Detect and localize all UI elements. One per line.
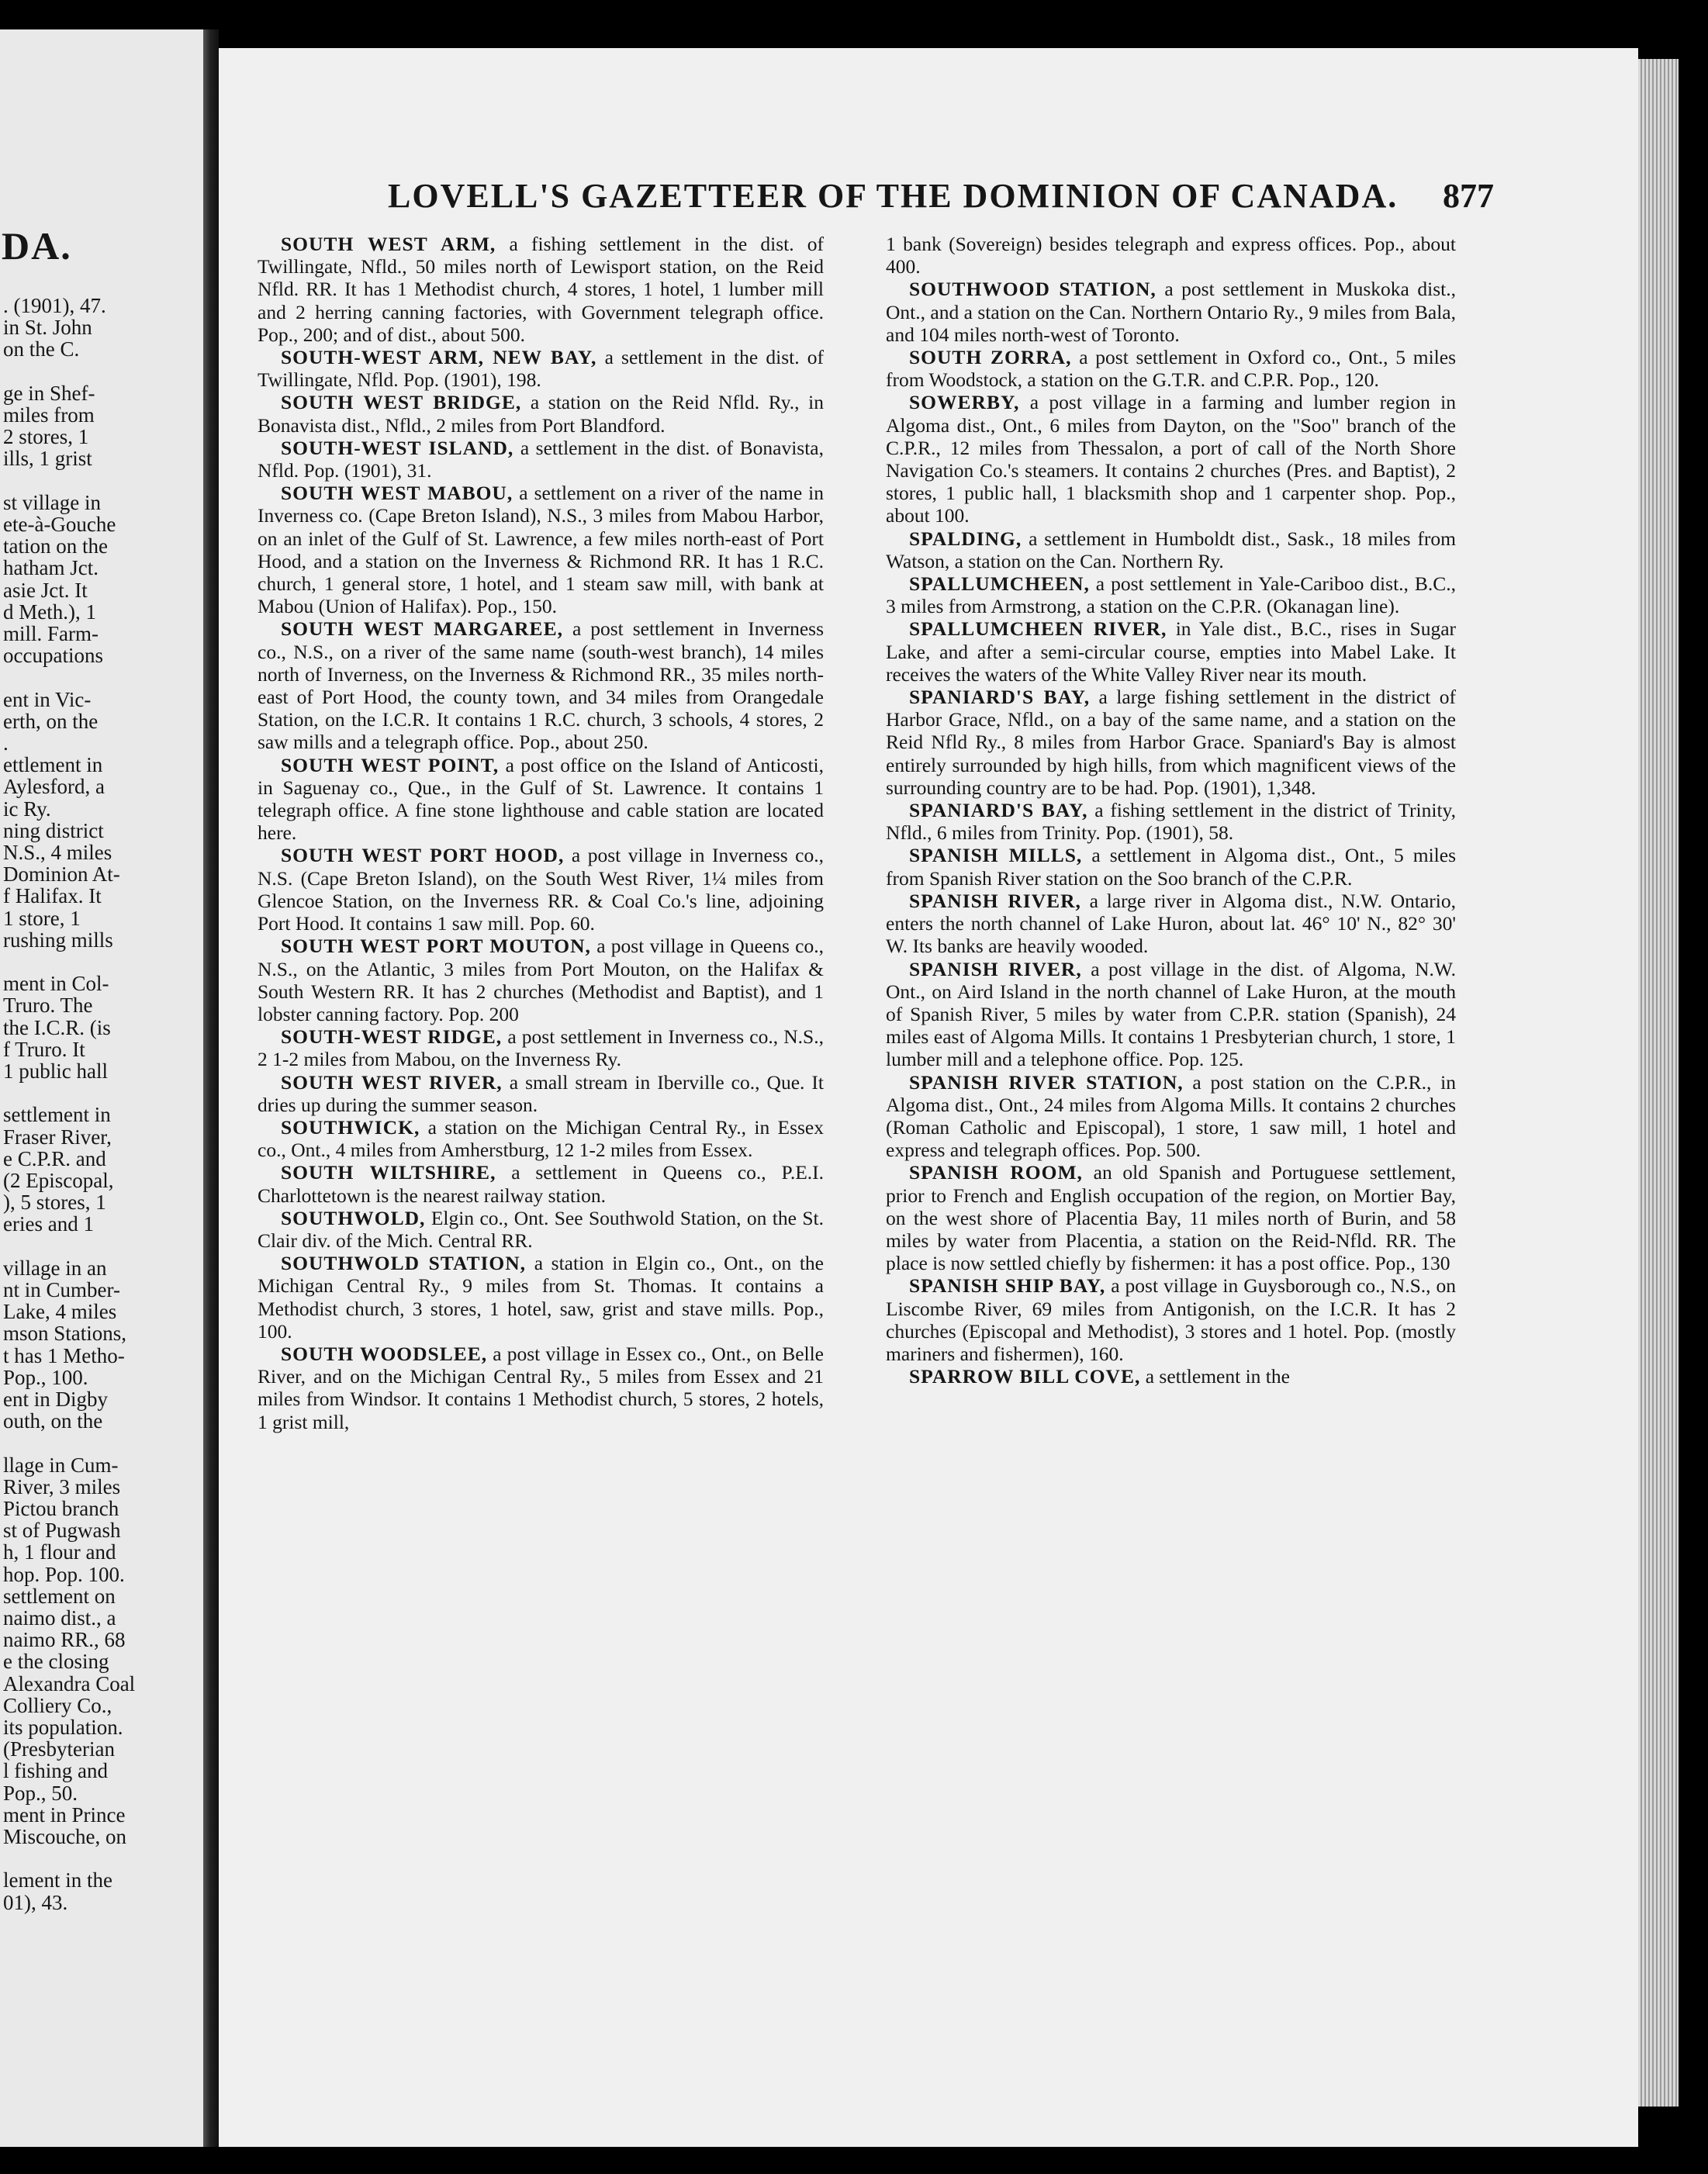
left-page-line: Dominion At- (3, 862, 120, 887)
left-page-line: hatham Jct. (3, 556, 99, 580)
left-page-line: eries and 1 (3, 1212, 94, 1236)
gazetteer-entry (886, 1365, 1456, 1388)
left-page-line: River, 3 miles (3, 1474, 121, 1498)
left-page-line: Fraser River, (3, 1125, 112, 1149)
gazetteer-entry (886, 278, 1456, 346)
column-left (258, 233, 824, 1433)
gazetteer-entry (886, 391, 1456, 527)
left-page-line: occupations (3, 644, 103, 668)
left-page-line: its population. (3, 1716, 123, 1739)
left-page-line: l fishing and (3, 1759, 108, 1783)
entry-text: a settlement in Humboldt dist., Sask., 18 miles from Watson, a station on the Can. Northern Ry. (886, 527, 1456, 572)
entry-name: SOUTH-WEST RIDGE, (281, 1025, 503, 1049)
entry-name: SOUTH WOODSLEE, (281, 1342, 488, 1365)
gazetteer-entry (258, 437, 824, 482)
left-page-line: Colliery Co., (3, 1693, 112, 1717)
entry-name: SPALDING, (909, 527, 1022, 550)
entry-text: a post village in Inverness co., N.S. (Cape Breton Island), on the South West River, 1¼ miles from Glencoe Station, on the Inverness RR. & Coal Co.'s line, adjoining Port Hood. It contains 1 saw mill. Pop. 60. (258, 844, 825, 935)
entry-name: SOUTH WEST MARGAREE, (281, 617, 563, 641)
left-page-line: f Halifax. It (3, 884, 102, 908)
gazetteer-entry (258, 1343, 824, 1433)
left-page-line: mill. Farm- (3, 622, 99, 645)
entry-name: SOUTH-WEST ISLAND, (281, 436, 514, 459)
gazetteer-entry (258, 754, 824, 845)
left-page-line: ic Ry. (3, 797, 51, 821)
gazetteer-entry (886, 1274, 1456, 1365)
left-page-line: Pop., 50. (3, 1781, 78, 1805)
left-page-line: naimo dist., a (3, 1606, 116, 1630)
entry-text: a station on the Michigan Central Ry., in Essex co., Ont., 4 miles from Amherstburg, 12 1-2 miles from Essex. (258, 1115, 824, 1162)
entry-name: SPANISH SHIP BAY, (909, 1274, 1106, 1298)
gazetteer-entry (258, 233, 824, 346)
left-page-line: 1 store, 1 (3, 906, 81, 930)
left-page-line: hop. Pop. 100. (3, 1562, 125, 1586)
left-page-line: village in an (3, 1256, 107, 1280)
left-page-line: rushing mills (3, 928, 113, 952)
gazetteer-entry (886, 890, 1456, 958)
entry-name: SOUTH WEST ARM, (281, 233, 496, 255)
entry-name: SOUTHWOLD, (281, 1206, 426, 1229)
left-page-line: Alexandra Coal (3, 1671, 136, 1695)
entry-text: a post settlement in Oxford co., Ont., 5 miles from Woodstock, a station on the G.T.R. and C.P.R. Pop., 120. (886, 346, 1456, 392)
left-page-line: e C.P.R. and (3, 1146, 106, 1170)
entry-text: a fishing settlement in the district of Trinity, Nfld., 6 miles from Trinity. Pop. (1901), 58. (886, 799, 1456, 845)
left-page-line: . (3, 731, 9, 755)
gazetteer-entry (258, 1071, 824, 1116)
left-page-line: ment in Prince (3, 1802, 126, 1827)
left-page-line: nt in Cumber- (3, 1278, 120, 1301)
left-page-line: ent in Vic- (3, 687, 92, 711)
entry-name: SOUTHWOOD STATION, (909, 278, 1157, 301)
entry-text: a settlement on a river of the name in Inverness co. (Cape Breton Island), N.S., 3 miles from Mabou Harbor, on an inlet of the Gulf of St. Lawrence, a few miles north-east of Port Hood, and a station on the Inverness & Richmond RR. It has 1 R.C. church, 1 general store, 1 hotel, and 1 steam saw mill, with bank at Mabou (Union of Halifax). Pop., 150. (258, 482, 825, 618)
gazetteer-entry (258, 1161, 824, 1206)
left-page-line: llage in Cum- (3, 1453, 119, 1477)
gazetteer-entry (258, 346, 824, 391)
entry-name: SPANIARD'S BAY, (909, 686, 1091, 709)
gazetteer-entry (886, 799, 1456, 844)
entry-name: SOUTH WEST PORT MOUTON, (281, 935, 591, 958)
left-page-line: ), 5 stores, 1 (3, 1191, 106, 1215)
left-page-line: (Presbyterian (3, 1737, 115, 1761)
gazetteer-entry (258, 1252, 824, 1343)
entry-name: SOUTH WEST PORT HOOD, (281, 844, 565, 867)
entry-text: a post station on the C.P.R., in Algoma dist., Ont., 24 miles from Algoma Mills. It contains 2 churches (Roman Catholic and Episcopal), 1 store, 1 saw mill, 1 hotel and express and telegraph offices. Pop. 500. (886, 1070, 1456, 1162)
entry-text: a post settlement in Yale-Cariboo dist., B.C., 3 miles from Armstrong, a station on the C.P.R. (Okanagan line). (886, 572, 1456, 618)
right-page (219, 48, 1638, 2147)
gazetteer-entry (886, 233, 1456, 278)
entry-name: SOUTH WEST RIVER, (281, 1070, 503, 1094)
left-page-line: d Meth.), 1 (3, 600, 96, 624)
gazetteer-entry (258, 617, 824, 753)
left-page-line: st village in (3, 490, 101, 514)
entry-text: a post settlement in Inverness co., N.S., 2 1-2 miles from Mabou, on the Inverness Ry. (258, 1025, 824, 1071)
entry-text: 1 bank (Sovereign) besides telegraph and express offices. Pop., about 400. (886, 233, 1456, 278)
entry-text: a post settlement in Muskoka dist., Ont., and a station on the Can. Northern Ontario Ry., 9 miles from Bala, and 104 miles north-west of Toronto. (886, 278, 1456, 346)
gazetteer-entry (886, 1161, 1456, 1274)
entry-name: SPALLUMCHEEN RIVER, (909, 617, 1167, 641)
left-page-line: Lake, 4 miles (3, 1300, 117, 1324)
entry-name: SOWERBY, (909, 391, 1020, 414)
gazetteer-entry (886, 1071, 1456, 1162)
left-page-line: in St. John (3, 316, 92, 340)
left-page-line: ning district (3, 818, 104, 842)
gazetteer-entry (258, 482, 824, 617)
entry-name: SOUTHWICK, (281, 1115, 420, 1139)
entry-name: SOUTH-WEST ARM, NEW BAY, (281, 346, 597, 369)
left-page-line: e the closing (3, 1650, 109, 1674)
left-page-line: settlement in (3, 1103, 111, 1127)
left-page-line: h, 1 flour and (3, 1540, 116, 1564)
gazetteer-entry (886, 572, 1456, 617)
entry-name: SOUTHWOLD STATION, (281, 1252, 527, 1275)
entry-name: SPARROW BILL COVE, (909, 1365, 1141, 1388)
gazetteer-entry (258, 1207, 824, 1252)
left-page-line: 2 stores, 1 (3, 425, 89, 449)
gazetteer-entry (886, 844, 1456, 889)
gazetteer-entry (886, 346, 1456, 391)
entry-text: a post village in the dist. of Algoma, N.W. Ont., on Aird Island in the north channel of Lake Huron, at the mouth of Spanish River, 5 miles by water from C.P.R. station (Spanish), 24 miles east of Algoma Mills. It contains 1 Presbyterian church, 1 store, 1 lumber mill and a telephone office. Pop. 125. (886, 957, 1456, 1071)
left-page-line: lement in the (3, 1868, 112, 1892)
entry-name: SPANISH RIVER, (909, 889, 1081, 912)
left-page-line: ettlement in (3, 753, 103, 777)
gazetteer-entry (258, 1116, 824, 1161)
entry-text: a settlement in Queens co., P.E.I. Charlottetown is the nearest railway station. (258, 1161, 825, 1207)
entry-text: a settlement in the (1145, 1365, 1290, 1388)
entry-name: SPANISH ROOM, (909, 1161, 1083, 1184)
entry-name: SOUTH WEST MABOU, (281, 482, 513, 505)
page-number: 877 (1443, 177, 1494, 215)
entry-name: SOUTH WEST BRIDGE, (281, 391, 522, 414)
gazetteer-entry (886, 527, 1456, 572)
entry-name: SPANISH MILLS, (909, 844, 1083, 867)
entry-text: a post village in Essex co., Ont., on Belle River, and on the Michigan Central Ry., 5 miles from Essex and 21 miles from Windsor. It contains 1 Methodist church, 5 stores, 2 hotels, 1 grist mill, (258, 1342, 825, 1433)
left-page-line: naimo RR., 68 (3, 1628, 126, 1652)
entry-text: a post village in Guysborough co., N.S., on Liscombe River, 69 miles from Antigonish, on the I.C.R. It has 2 churches (Episcopal and Methodist), 3 stores and 1 hotel. Pop. (mostly mariners and fishermen), 160. (886, 1274, 1457, 1365)
entry-text: in Yale dist., B.C., rises in Sugar Lake, and after a semi-circular course, empties into Mabel Lake. It receives the waters of the White Valley River near its mouth. (886, 617, 1457, 686)
left-page-line: ment in Col- (3, 972, 109, 996)
entry-name: SPANISH RIVER, (909, 957, 1082, 980)
book-gutter (203, 29, 219, 2147)
entry-name: SPANISH RIVER STATION, (909, 1070, 1184, 1094)
gazetteer-entry (886, 686, 1456, 799)
column-right (886, 233, 1456, 1388)
left-page-line: ent in Digby (3, 1388, 108, 1411)
entry-text: a station in Elgin co., Ont., on the Michigan Central Ry., 9 miles from St. Thomas. It contains a Methodist church, 3 stores, 1 hotel, saw, grist and stave mills. Pop., 100. (258, 1252, 824, 1343)
left-page-line: on the C. (3, 337, 80, 361)
entry-name: SOUTH WILTSHIRE, (281, 1161, 496, 1184)
left-page-line: 01), 43. (3, 1890, 68, 1914)
entry-name: SOUTH WEST POINT, (281, 753, 500, 776)
gazetteer-entry (258, 935, 824, 1025)
left-page-line: settlement on (3, 1584, 116, 1608)
left-page-line: tation on the (3, 534, 108, 558)
left-page-line: the I.C.R. (is (3, 1015, 111, 1039)
left-page-line: Miscouche, on (3, 1825, 126, 1848)
left-page-line: Pictou branch (3, 1497, 119, 1520)
left-page-line: 1 public hall (3, 1059, 108, 1083)
entry-text: a small stream in Iberville co., Que. It dries up during the summer season. (258, 1070, 825, 1116)
left-page-line: N.S., 4 miles (3, 841, 112, 864)
left-page-line: ge in Shef- (3, 381, 95, 405)
entry-text: a large fishing settlement in the district of Harbor Grace, Nfld., on a bay of the same name, and a station on the Reid Nfld Ry., 8 miles from Harbor Grace. Spaniard's Bay is almost entirely surrounded by high hills, from which magnificent views of the surrounding country are to be had. Pop. (1901), 1,348. (886, 686, 1457, 799)
entry-name: SOUTH ZORRA, (909, 346, 1072, 369)
entry-name: SPANIARD'S BAY, (909, 799, 1088, 822)
entry-name: SPALLUMCHEEN, (909, 572, 1090, 596)
entry-text: a station on the Reid Nfld. Ry., in Bonavista dist., Nfld., 2 miles from Port Blandford. (258, 391, 824, 437)
entry-text: a post village in a farming and lumber region in Algoma dist., Ont., 6 miles from Dayton, on the "Soo" branch of the C.P.R., 12 miles from Thessalon, a port of call of the North Shore Navigation Co.'s steamers. It contains 2 churches (Pres. and Baptist), 2 stores, 1 public hall, 1 blacksmith shop and 1 carpenter shop. Pop., about 100. (886, 391, 1457, 527)
gazetteer-entry (886, 958, 1456, 1071)
left-page-line: Truro. The (3, 994, 93, 1018)
entry-text: a post village in Queens co., N.S., on the Atlantic, 3 miles from Port Mouton, on the Halifax & South Western RR. It has 2 churches (Methodist and Baptist), and 1 lobster canning factory. Pop. 200 (258, 935, 824, 1025)
gazetteer-entry (258, 1025, 824, 1070)
left-page-line: ete-à-Gouche (3, 513, 116, 536)
left-page-line: mson Stations, (3, 1322, 127, 1346)
left-page-fragment (0, 29, 203, 2147)
entry-text: a settlement in Algoma dist., Ont., 5 miles from Spanish River station on the Soo branch of the C.P.R. (886, 844, 1457, 890)
left-page-line: (2 Episcopal, (3, 1169, 114, 1192)
left-page-line: f Truro. It (3, 1037, 85, 1061)
running-header: LOVELL'S GAZETTEER OF THE DOMINION OF CANADA. (388, 177, 1399, 215)
gazetteer-entry (258, 391, 824, 436)
left-page-line: miles from (3, 403, 95, 427)
entry-text: Elgin co., Ont. See Southwold Station, on the St. Clair div. of the Mich. Central RR. (258, 1206, 824, 1252)
left-page-line: t has 1 Metho- (3, 1343, 125, 1367)
entry-text: a settlement in the dist. of Twillingate, Nfld. Pop. (1901), 198. (258, 346, 824, 392)
left-page-line: erth, on the (3, 709, 99, 733)
entry-text: a large river in Algoma dist., N.W. Ontario, enters the north channel of Lake Huron, about lat. 46° 10' N., 82° 30' W. Its banks are heavily wooded. (886, 889, 1457, 958)
gazetteer-entry (886, 617, 1456, 686)
entry-text: a settlement in the dist. of Bonavista, Nfld. Pop. (1901), 31. (258, 436, 824, 482)
entry-text: a fishing settlement in the dist. of Twillingate, Nfld., 50 miles north of Lewisport station, on the Reid Nfld. RR. It has 1 Methodist church, 4 stores, 1 hotel, 1 lumber mill and 2 herring canning factories, with Government telegraph office. Pop., 200; and of dist., about 500. (258, 233, 825, 346)
left-page-line: outh, on the (3, 1409, 103, 1433)
entry-text: a post office on the Island of Anticosti, in Saguenay co., Que., in the Gulf of St. Lawrence. It contains 1 telegraph office. A fine stone lighthouse and cable station are located here. (258, 753, 825, 845)
entry-text: a post settlement in Inverness co., N.S., on a river of the same name (south-west branch), 14 miles north of Inverness, on the Inverness & Richmond RR., 35 miles north-east of Port Hood, the county town, and 34 miles from Orangedale Station, on the I.C.R. It contains 1 R.C. church, 3 schools, 4 stores, 2 saw mills and a telegraph office. Pop., about 250. (258, 617, 825, 754)
page-edges (1638, 59, 1679, 2107)
left-page-line: . (1901), 47. (3, 294, 106, 317)
left-page-line: asie Jct. It (3, 578, 88, 602)
left-page-line: st of Pugwash (3, 1519, 121, 1543)
gazetteer-entry (258, 844, 824, 935)
left-page-line: ills, 1 grist (3, 447, 92, 471)
left-page-heading: DA. (2, 224, 72, 268)
left-page-line: Aylesford, a (3, 775, 105, 799)
left-page-line: Pop., 100. (3, 1365, 88, 1389)
entry-text: an old Spanish and Portuguese settlement, prior to French and English occupation of the region, on Mortier Bay, on the west shore of Placentia Bay, 11 miles north of Burin, and 58 miles by water from Placentia, a station on the Reid-Nfld. RR. The place is now settled chiefly by fishermen: it has a post office. Pop., 130 (886, 1161, 1457, 1275)
